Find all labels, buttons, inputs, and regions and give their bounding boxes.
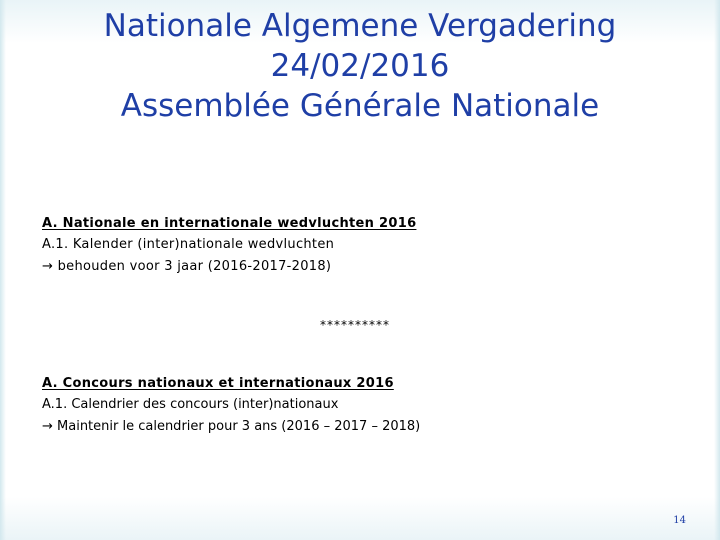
- section-dutch-heading: A. Nationale en internationale wedvluchten 2016: [42, 216, 417, 231]
- section-dutch-line-2: → behouden voor 3 jaar (2016-2017-2018): [42, 259, 332, 274]
- title-line-2: 24/02/2016: [270, 48, 450, 84]
- section-french-line-1: A.1. Calendrier des concours (inter)nationaux: [42, 397, 339, 412]
- slide-title: [0, 6, 720, 126]
- section-french-heading: A. Concours nationaux et internationaux 2016: [42, 376, 394, 391]
- section-dutch: [42, 214, 682, 278]
- title-line-1: Nationale Algemene Vergadering: [103, 8, 617, 44]
- title-line-3: Assemblée Générale Nationale: [120, 88, 600, 124]
- separator-stars: **********: [320, 318, 390, 332]
- section-dutch-line-1: A.1. Kalender (inter)nationale wedvluchten: [42, 237, 335, 252]
- page-number: 14: [673, 515, 686, 526]
- section-french: [42, 374, 682, 438]
- section-french-line-2: → Maintenir le calendrier pour 3 ans (2016 – 2017 – 2018): [42, 419, 421, 434]
